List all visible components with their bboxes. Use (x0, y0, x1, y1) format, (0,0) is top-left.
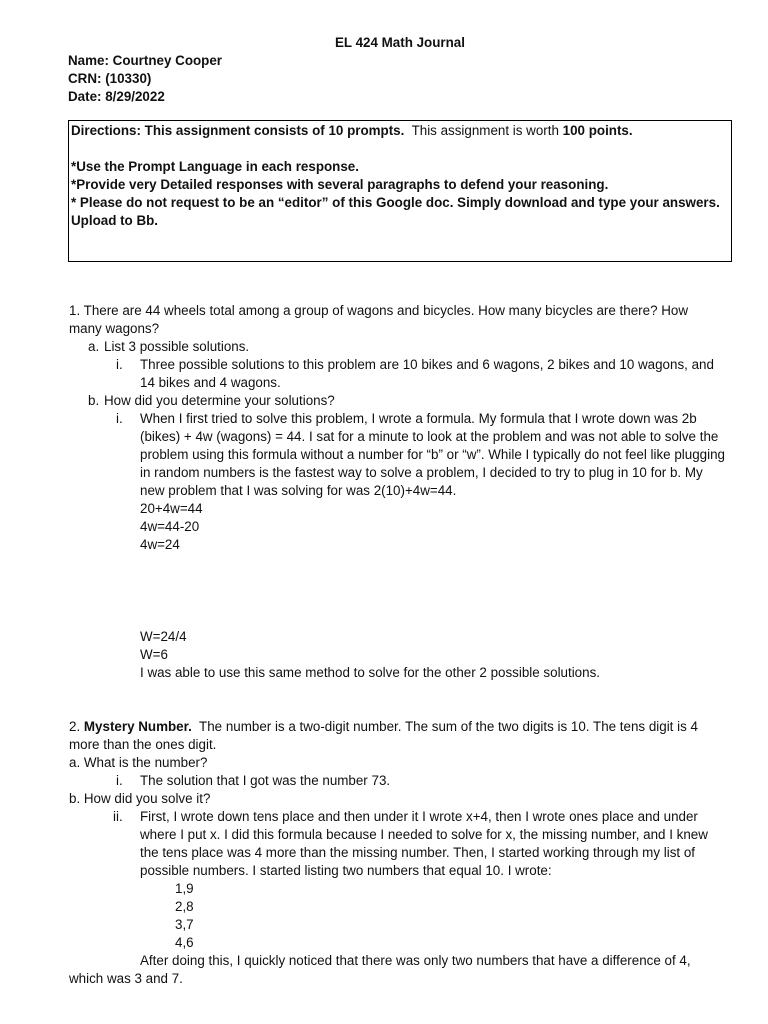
q2-a-i-marker: i. (116, 773, 123, 788)
q2-b-ii-line-1: First, I wrote down tens place and then under it I wrote x+4, then I wrote ones place and under (140, 809, 698, 824)
q1-b-i-line-1: When I first tried to solve this problem, I wrote a formula. My formula that I wrote down was 2b (140, 411, 697, 426)
directions-lead-line (71, 122, 633, 140)
q1-equation-3: 4w=24 (140, 537, 180, 552)
q1-b-i-line-3: problem using this formula without a number for “b” or “w”. While I typically do not feel like plugging (140, 447, 725, 462)
q2-after-line-1: After doing this, I quickly noticed that there was only two numbers that have a difference of 4, (140, 953, 691, 968)
q1-prompt-line-2: many wagons? (69, 321, 160, 336)
q1-b-i-line-2: (bikes) + 4w (wagons) = 44. I sat for a minute to look at the problem and was not able to solve the (140, 429, 719, 444)
directions-box (68, 120, 732, 262)
q2-b-ii-marker: ii. (113, 809, 123, 824)
q2-pair-1: 1,9 (175, 881, 194, 896)
q1-a-text: List 3 possible solutions. (104, 339, 250, 354)
q2-pair-4: 4,6 (175, 935, 194, 950)
q2-b-text: b. How did you solve it? (69, 791, 211, 806)
q2-b-ii-line-2: where I put x. I did this formula because I needed to solve for x, the missing number, and I knew (140, 827, 708, 842)
directions-rule-1: *Use the Prompt Language in each response. (71, 159, 359, 174)
directions-worth: This assignment is worth (411, 123, 559, 138)
q1-equation-5: W=6 (140, 647, 168, 662)
q1-a-i-line-1: Three possible solutions to this problem are 10 bikes and 6 wagons, 2 bikes and 10 wagons, and (140, 357, 714, 372)
q2-pair-2: 2,8 (175, 899, 194, 914)
q1-b-i-marker: i. (116, 411, 123, 426)
directions-points: 100 points. (562, 123, 633, 138)
q2-a-i-text: The solution that I got was the number 73. (140, 773, 391, 788)
document-title: EL 424 Math Journal (335, 35, 465, 50)
date-line: Date: 8/29/2022 (68, 89, 165, 104)
q2-prompt-line-1 (69, 718, 698, 736)
student-name: Name: Courtney Cooper (68, 53, 223, 68)
q1-equation-2: 4w=44-20 (140, 519, 200, 534)
directions-rule-3: * Please do not request to be an “editor” of this Google doc. Simply download and type your answers. (71, 195, 720, 210)
q1-b-i-line-5: new problem that I was solving for was 2(10)+4w=44. (140, 483, 457, 498)
q2-title: Mystery Number. (83, 719, 192, 734)
directions-rule-2: *Provide very Detailed responses with several paragraphs to defend your reasoning. (71, 177, 609, 192)
q1-equation-1: 20+4w=44 (140, 501, 203, 516)
q2-pair-3: 3,7 (175, 917, 194, 932)
q1-equation-4: W=24/4 (140, 629, 187, 644)
q2-after-line-2: which was 3 and 7. (69, 971, 183, 986)
q1-b-text: How did you determine your solutions? (104, 393, 335, 408)
q2-b-ii-line-4: possible numbers. I started listing two numbers that equal 10. I wrote: (140, 863, 552, 878)
q2-prompt-line-2: more than the ones digit. (69, 737, 217, 752)
q2-a-text: a. What is the number? (69, 755, 208, 770)
q2-number: 2. (69, 719, 81, 734)
q1-b-marker: b. (88, 393, 100, 408)
q2-prompt-text: The number is a two-digit number. The sum of the two digits is 10. The tens digit is 4 (199, 719, 698, 734)
q1-a-i-line-2: 14 bikes and 4 wagons. (140, 375, 281, 390)
directions-rule-4: Upload to Bb. (71, 213, 159, 228)
directions-lead: Directions: This assignment consists of 10 prompts. (71, 123, 405, 138)
q1-b-i-line-4: in random numbers is the fastest way to solve a problem, I decided to try to plug in 10 for b. My (140, 465, 703, 480)
q2-b-ii-line-3: the tens place was 4 more than the missing number. Then, I started working through my list of (140, 845, 695, 860)
q1-a-marker: a. (88, 339, 100, 354)
crn-line: CRN: (10330) (68, 71, 152, 86)
q1-prompt-line-1: 1. There are 44 wheels total among a group of wagons and bicycles. How many bicycles are there? How (69, 303, 689, 318)
q1-closing: I was able to use this same method to solve for the other 2 possible solutions. (140, 665, 600, 680)
q1-a-i-marker: i. (116, 357, 123, 372)
